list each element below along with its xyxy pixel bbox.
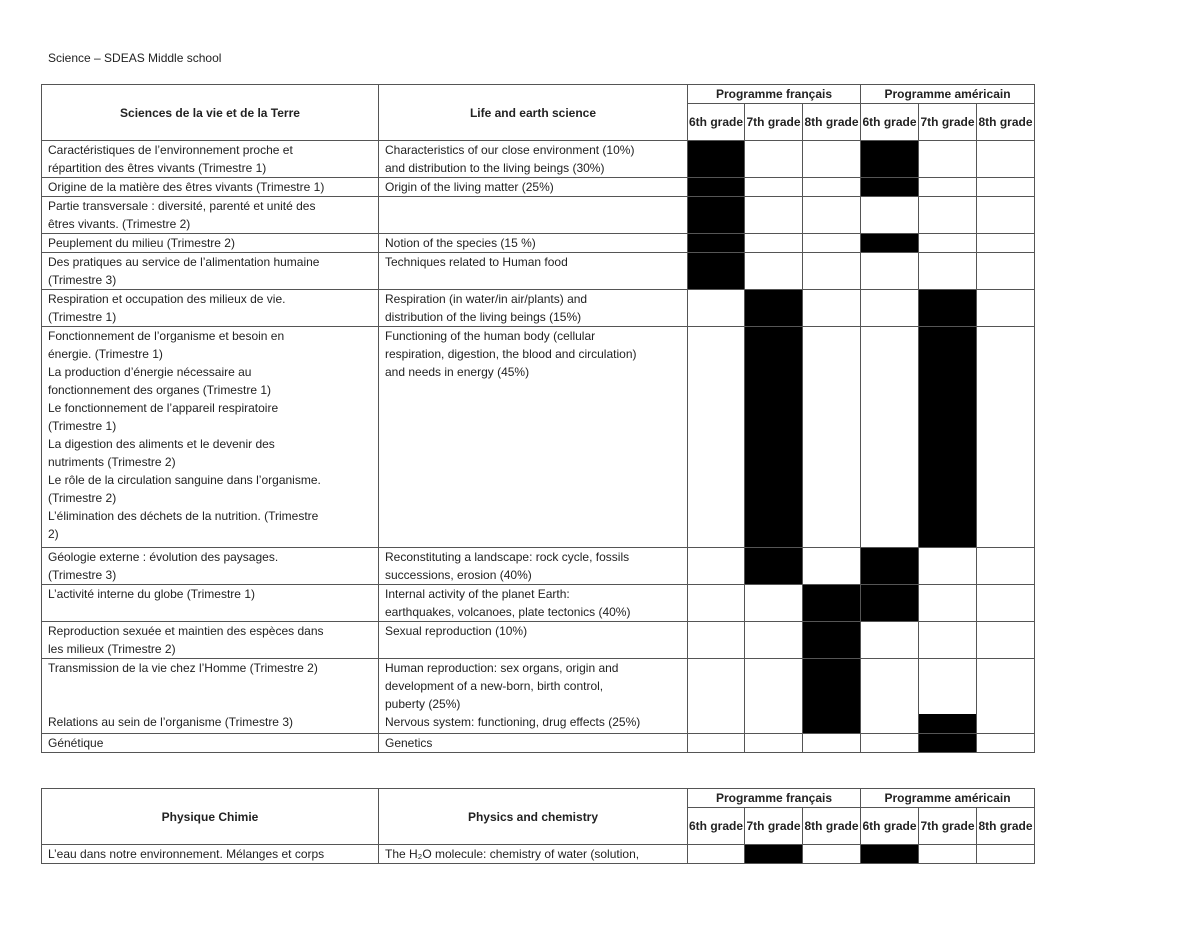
table-row (42, 659, 1035, 734)
grade-mark-filled (861, 548, 919, 585)
grade-header-fr-6: 6th grade (688, 808, 745, 845)
grade-mark-empty (803, 234, 861, 253)
table-row (42, 327, 1035, 548)
grade-mark-empty (688, 734, 745, 753)
grade-header-us-7: 7th grade (919, 104, 977, 141)
grade-mark-empty (688, 327, 745, 548)
french-topic: L’activité interne du globe (Trimestre 1) (42, 585, 379, 622)
column-header-english-subject: Physics and chemistry (379, 789, 688, 845)
grade-mark-empty (919, 585, 977, 622)
grade-mark-empty (977, 197, 1035, 234)
grade-mark-empty (919, 845, 977, 864)
grade-mark-empty (861, 253, 919, 290)
grade-header-us-7: 7th grade (919, 808, 977, 845)
grade-mark-empty (745, 178, 803, 197)
grade-mark-empty (977, 734, 1035, 753)
grade-mark-empty (803, 845, 861, 864)
english-topic: Reconstituting a landscape: rock cycle, fossils successions, erosion (40%) (379, 548, 688, 585)
grade-mark-filled (803, 659, 861, 734)
grade-mark-filled (861, 178, 919, 197)
grade-mark-empty (745, 141, 803, 178)
grade-mark-fill (919, 714, 976, 733)
grade-mark-empty (861, 659, 919, 734)
grade-mark-empty (745, 734, 803, 753)
french-topic: Transmission de la vie chez l’Homme (Trimestre 2) Relations au sein de l’organisme (Trimestre 3) (42, 659, 379, 734)
grade-mark-filled (861, 585, 919, 622)
grade-mark-empty (977, 253, 1035, 290)
grade-header-fr-7: 7th grade (745, 104, 803, 141)
french-topic: Origine de la matière des êtres vivants (Trimestre 1) (42, 178, 379, 197)
english-topic: Internal activity of the planet Earth: earthquakes, volcanoes, plate tectonics (40%) (379, 585, 688, 622)
grade-mark-empty (977, 327, 1035, 548)
grade-mark-empty (861, 290, 919, 327)
grade-mark-empty (688, 548, 745, 585)
grade-mark-filled (688, 253, 745, 290)
table-row (42, 548, 1035, 585)
programme-americain-header: Programme américain (861, 789, 1035, 808)
programme-francais-header: Programme français (688, 85, 861, 104)
french-topic: Caractéristiques de l’environnement proche et répartition des êtres vivants (Trimestre 1) (42, 141, 379, 178)
english-topic: Sexual reproduction (10%) (379, 622, 688, 659)
grade-mark-empty (803, 327, 861, 548)
grade-mark-filled (861, 845, 919, 864)
grade-mark-empty (745, 253, 803, 290)
grade-mark-empty (861, 734, 919, 753)
life-earth-science-table (41, 84, 1035, 753)
table-row (42, 734, 1035, 753)
grade-header-us-8: 8th grade (977, 104, 1035, 141)
french-topic: Des pratiques au service de l’alimentation humaine (Trimestre 3) (42, 253, 379, 290)
grade-mark-empty (977, 234, 1035, 253)
grade-mark-empty (745, 585, 803, 622)
french-topic: Reproduction sexuée et maintien des espèces dans les milieux (Trimestre 2) (42, 622, 379, 659)
english-topic: Origin of the living matter (25%) (379, 178, 688, 197)
grade-mark-filled (688, 234, 745, 253)
grade-mark-filled (803, 585, 861, 622)
column-header-english-subject: Life and earth science (379, 85, 688, 141)
table-row (42, 290, 1035, 327)
grade-mark-empty (803, 734, 861, 753)
grade-mark-filled (745, 327, 803, 548)
english-topic: Respiration (in water/in air/plants) and distribution of the living beings (15%) (379, 290, 688, 327)
grade-mark-empty (919, 622, 977, 659)
grade-mark-filled (745, 290, 803, 327)
grade-mark-empty (803, 548, 861, 585)
english-topic: Characteristics of our close environment (10%) and distribution to the living beings (30%) (379, 141, 688, 178)
grade-mark-filled (688, 141, 745, 178)
grade-mark-empty (803, 197, 861, 234)
document-title: Science – SDEAS Middle school (48, 51, 222, 65)
grade-mark-empty (977, 548, 1035, 585)
table-row (42, 622, 1035, 659)
grade-mark-filled (919, 290, 977, 327)
french-topic: Génétique (42, 734, 379, 753)
grade-mark-empty (745, 622, 803, 659)
grade-mark-filled (688, 197, 745, 234)
grade-mark-filled (919, 327, 977, 548)
english-topic: Notion of the species (15 %) (379, 234, 688, 253)
table-row (42, 234, 1035, 253)
grade-mark-empty (919, 141, 977, 178)
grade-mark-empty (919, 234, 977, 253)
grade-mark-empty (688, 622, 745, 659)
french-topic: L’eau dans notre environnement. Mélanges et corps (42, 845, 379, 864)
table-row (42, 178, 1035, 197)
grade-mark-empty (977, 290, 1035, 327)
french-topic: Respiration et occupation des milieux de vie. (Trimestre 1) (42, 290, 379, 327)
grade-mark-empty (861, 197, 919, 234)
french-topic: Fonctionnement de l’organisme et besoin en énergie. (Trimestre 1) La production d’énergie nécessaire au fonctionnement des organes (Trimestre 1) Le fonctionnement de l’appareil respiratoire (Trimestre 1) La digestion des aliments et le devenir des nutriments (Trimestre 2) Le rôle de la circulation sanguine dans l’organisme. (Trimestre 2) L’élimination des déchets de la nutrition. (Trimestre 2) (42, 327, 379, 548)
french-topic: Peuplement du milieu (Trimestre 2) (42, 234, 379, 253)
english-topic: Genetics (379, 734, 688, 753)
grade-mark-empty (803, 178, 861, 197)
grade-mark-empty (919, 253, 977, 290)
physics-chemistry-table (41, 788, 1035, 864)
table-row (42, 253, 1035, 290)
grade-mark-empty (803, 141, 861, 178)
grade-mark-filled (745, 548, 803, 585)
grade-header-fr-8: 8th grade (803, 808, 861, 845)
grade-mark-partial (919, 659, 977, 734)
grade-mark-filled (861, 234, 919, 253)
grade-mark-filled (745, 845, 803, 864)
grade-mark-empty (803, 290, 861, 327)
english-topic: The H₂O molecule: chemistry of water (solution, (379, 845, 688, 864)
grade-header-fr-7: 7th grade (745, 808, 803, 845)
grade-mark-empty (803, 253, 861, 290)
grade-mark-empty (861, 327, 919, 548)
grade-mark-empty (977, 845, 1035, 864)
grade-header-us-8: 8th grade (977, 808, 1035, 845)
french-topic: Partie transversale : diversité, parenté et unité des êtres vivants. (Trimestre 2) (42, 197, 379, 234)
grade-header-fr-6: 6th grade (688, 104, 745, 141)
grade-mark-filled (803, 622, 861, 659)
grade-mark-empty (688, 659, 745, 734)
grade-mark-empty (861, 622, 919, 659)
grade-mark-empty (688, 845, 745, 864)
programme-francais-header: Programme français (688, 789, 861, 808)
french-topic: Géologie externe : évolution des paysages. (Trimestre 3) (42, 548, 379, 585)
grade-header-us-6: 6th grade (861, 808, 919, 845)
english-topic: Functioning of the human body (cellular respiration, digestion, the blood and circulation) and needs in energy (45%) (379, 327, 688, 548)
grade-mark-empty (977, 178, 1035, 197)
english-topic (379, 197, 688, 234)
table-row (42, 585, 1035, 622)
grade-mark-empty (977, 622, 1035, 659)
grade-mark-empty (745, 197, 803, 234)
grade-mark-filled (861, 141, 919, 178)
grade-mark-empty (919, 178, 977, 197)
column-header-french-subject: Physique Chimie (42, 789, 379, 845)
table-row (42, 141, 1035, 178)
grade-mark-empty (688, 585, 745, 622)
table-row (42, 845, 1035, 864)
grade-mark-empty (745, 659, 803, 734)
grade-mark-empty (745, 234, 803, 253)
english-topic: Human reproduction: sex organs, origin and development of a new-born, birth control, puberty (25%) Nervous system: functioning, drug effects (25%) (379, 659, 688, 734)
column-header-french-subject: Sciences de la vie et de la Terre (42, 85, 379, 141)
grade-mark-empty (688, 290, 745, 327)
programme-americain-header: Programme américain (861, 85, 1035, 104)
grade-header-fr-8: 8th grade (803, 104, 861, 141)
grade-mark-filled (919, 734, 977, 753)
grade-header-us-6: 6th grade (861, 104, 919, 141)
grade-mark-empty (919, 548, 977, 585)
table-row (42, 197, 1035, 234)
grade-mark-empty (977, 585, 1035, 622)
grade-mark-empty (919, 197, 977, 234)
english-topic: Techniques related to Human food (379, 253, 688, 290)
grade-mark-filled (688, 178, 745, 197)
grade-mark-empty (977, 659, 1035, 734)
grade-mark-empty (977, 141, 1035, 178)
